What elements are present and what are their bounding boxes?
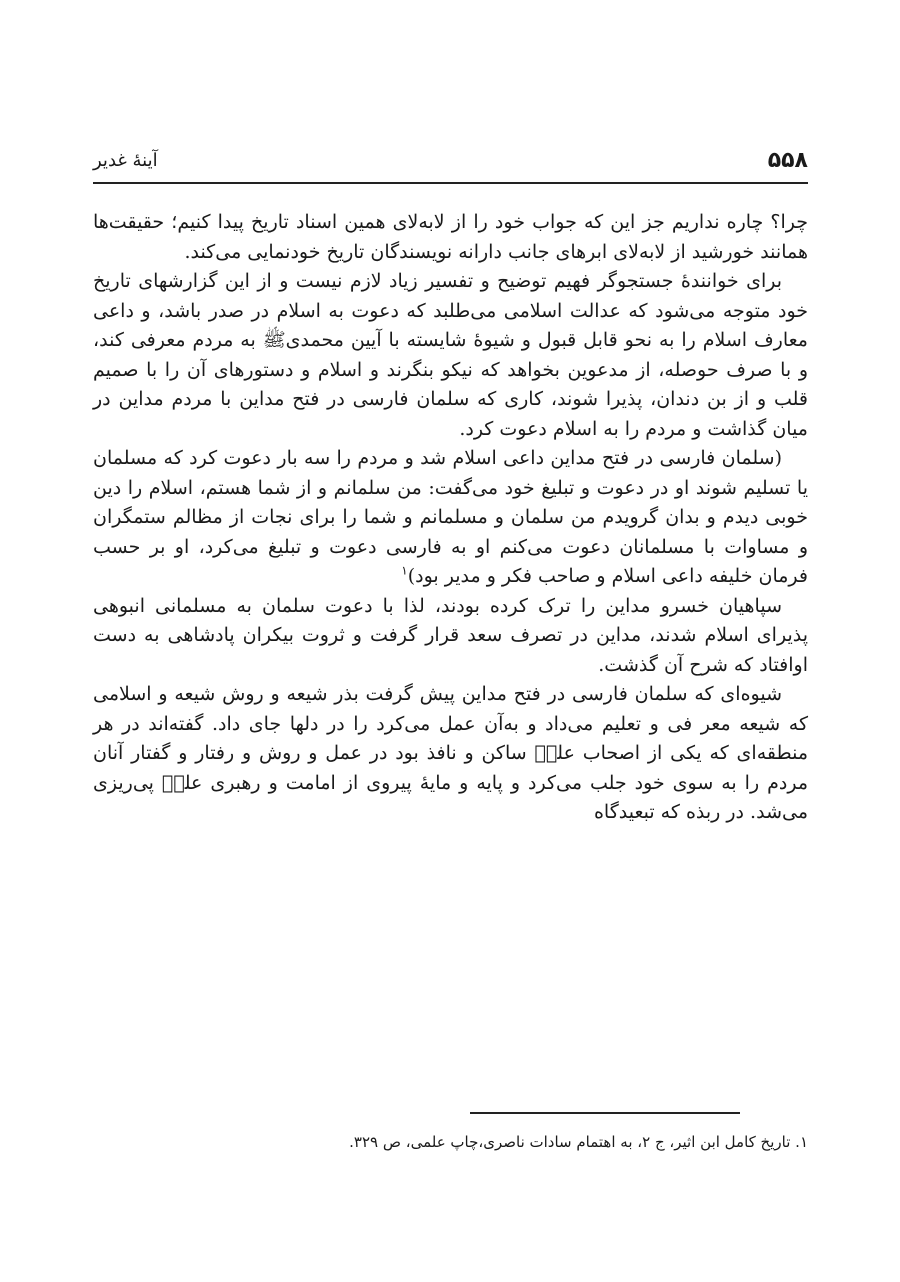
- paragraph-5: شیوه‌ای که سلمان فارسی در فتح مداین پیش گرفت بذر شیعه و روش شیعه و اسلامی که شیعه معر فی و تعلیم می‌داد و به‌آن عمل می‌کرد را در دلها جای داد. گفته‌اند در هر منطقه‌ای که یکی از اصحاب علیؑ ساکن و نافذ بود در عمل و روش و رفتار و گفتار آنان مردم را به سوی خود جلب می‌کرد و پایه و مایهٔ پیروی از امامت و رهبری علیؑ پی‌ریزی می‌شد. در ربذه که تبعیدگاه: [93, 683, 808, 823]
- running-title: آینهٔ غدیر: [93, 150, 158, 171]
- paragraph-2: برای خوانندهٔ جستجوگر فهیم توضیح و تفسیر زیاد لازم نیست و از این گزارشهای تاریخ خود متوجه می‌شود که عدالت اسلامی می‌طلبد که دعوت به اسلام در صدر باشد، و داعی معارف اسلام را به نحو قابل قبول و شیوهٔ شایسته با آیین محمدیﷺ به مردم معرفی کند، و با صرف حوصله، از مدعوین بخواهد که نیکو بنگرند و اسلام و دستورهای آن را با صمیم قلب و از بن دندان، پذیرا شوند، کاری که سلمان فارسی در فتح مداین با مردم مداین در میان گذاشت و مردم را به اسلام دعوت کرد.: [93, 270, 808, 440]
- paragraph-4: سپاهیان خسرو مداین را ترک کرده بودند، لذا با دعوت سلمان به مسلمانی انبوهی پذیرای اسلام شدند، مداین در تصرف سعد قرار گرفت و ثروت بیکران پادشاهی به دست اوافتاد که شرح آن گذشت.: [93, 594, 808, 676]
- body-text: [93, 208, 808, 828]
- quote-text: (سلمان فارسی در فتح مداین داعی اسلام شد و مردم را سه بار دعوت کرد که مسلمان یا تسلیم شوند او در دعوت و تبلیغ خود می‌گفت: من سلمانم و از شما هستم، اسلام را دین خوبی دیدم و بدان گرویدم من سلمان و مسلمانم و شما را برای نجات از مظالم ستمگران و مساوات با مسلمانان دعوت می‌کنم او به فارسی دعوت و تبلیغ می‌کرد، او بر حسب فرمان خلیفه داعی اسلام و صاحب فکر و مدیر بود): [93, 447, 808, 587]
- page-header: [93, 140, 808, 184]
- footnote-reference[interactable]: ۱: [401, 563, 408, 578]
- footnote: ۱. تاریخ کامل ابن اثیر، ج ۲، به اهتمام سادات ناصری،چاپ علمی، ص ۳۲۹.: [349, 1133, 808, 1151]
- page-number: ۵۵۸: [767, 148, 808, 173]
- footnote-divider: [470, 1112, 740, 1114]
- paragraph-3-quote: [93, 444, 808, 592]
- paragraph-1: چرا؟ چاره نداریم جز این که جواب خود را از لابه‌لای همین اسناد تاریخ پیدا کنیم؛ حقیقت‌ها همانند خورشید از لابه‌لای ابرهای جانب دارانه نویسندگان تاریخ خودنمایی می‌کند.: [93, 211, 808, 263]
